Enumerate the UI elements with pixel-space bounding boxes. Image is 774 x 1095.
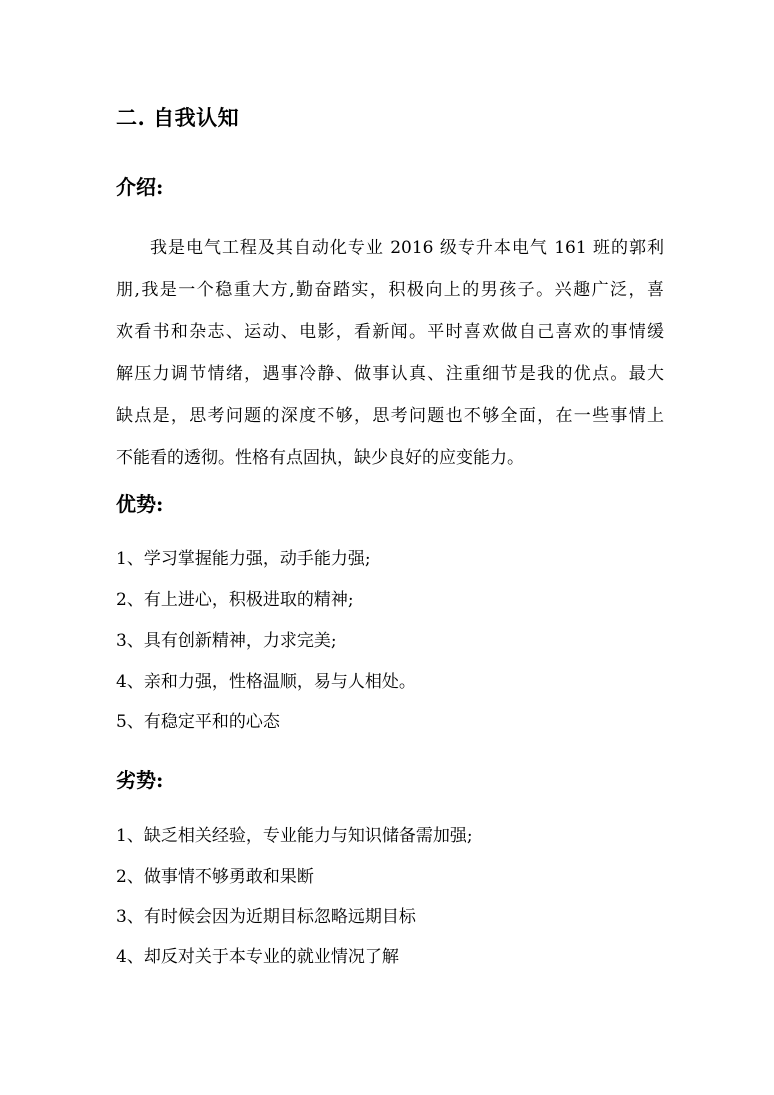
intro-line: 解压力调节情绪，遇事冷静、做事认真、注重细节是我的优点。最大: [116, 364, 664, 384]
strength-item: 1、学习掌握能力强，动手能力强;: [116, 549, 371, 569]
intro-line: 欢看书和杂志、运动、电影，看新闻。平时喜欢做自己喜欢的事情缓: [116, 322, 664, 342]
intro-heading: 介绍:: [116, 175, 164, 199]
intro-line: 朋,我是一个稳重大方,勤奋踏实，积极向上的男孩子。兴趣广泛，喜: [116, 280, 664, 300]
strength-item: 5、有稳定平和的心态: [116, 712, 280, 732]
strengths-heading: 优势:: [116, 492, 164, 516]
weakness-item: 2、做事情不够勇敢和果断: [116, 867, 314, 887]
intro-line: 不能看的透彻。性格有点固执，缺少良好的应变能力。: [116, 448, 524, 468]
strength-item: 3、具有创新精神，力求完美;: [116, 631, 337, 651]
weakness-item: 4、却反对关于本专业的就业情况了解: [116, 947, 399, 967]
weakness-item: 3、有时候会因为近期目标忽略远期目标: [116, 907, 416, 927]
intro-paragraph: [116, 227, 664, 479]
strength-item: 2、有上进心，积极进取的精神;: [116, 590, 354, 610]
section-title: 二. 自我认知: [116, 105, 240, 130]
weaknesses-heading: 劣势:: [116, 768, 164, 792]
strength-item: 4、亲和力强，性格温顺，易与人相处。: [116, 672, 416, 692]
intro-line: 缺点是，思考问题的深度不够，思考问题也不够全面，在一些事情上: [116, 406, 664, 426]
weakness-item: 1、缺乏相关经验，专业能力与知识储备需加强;: [116, 826, 473, 846]
intro-line: 我是电气工程及其自动化专业 2016 级专升本电气 161 班的郭利: [150, 238, 664, 258]
